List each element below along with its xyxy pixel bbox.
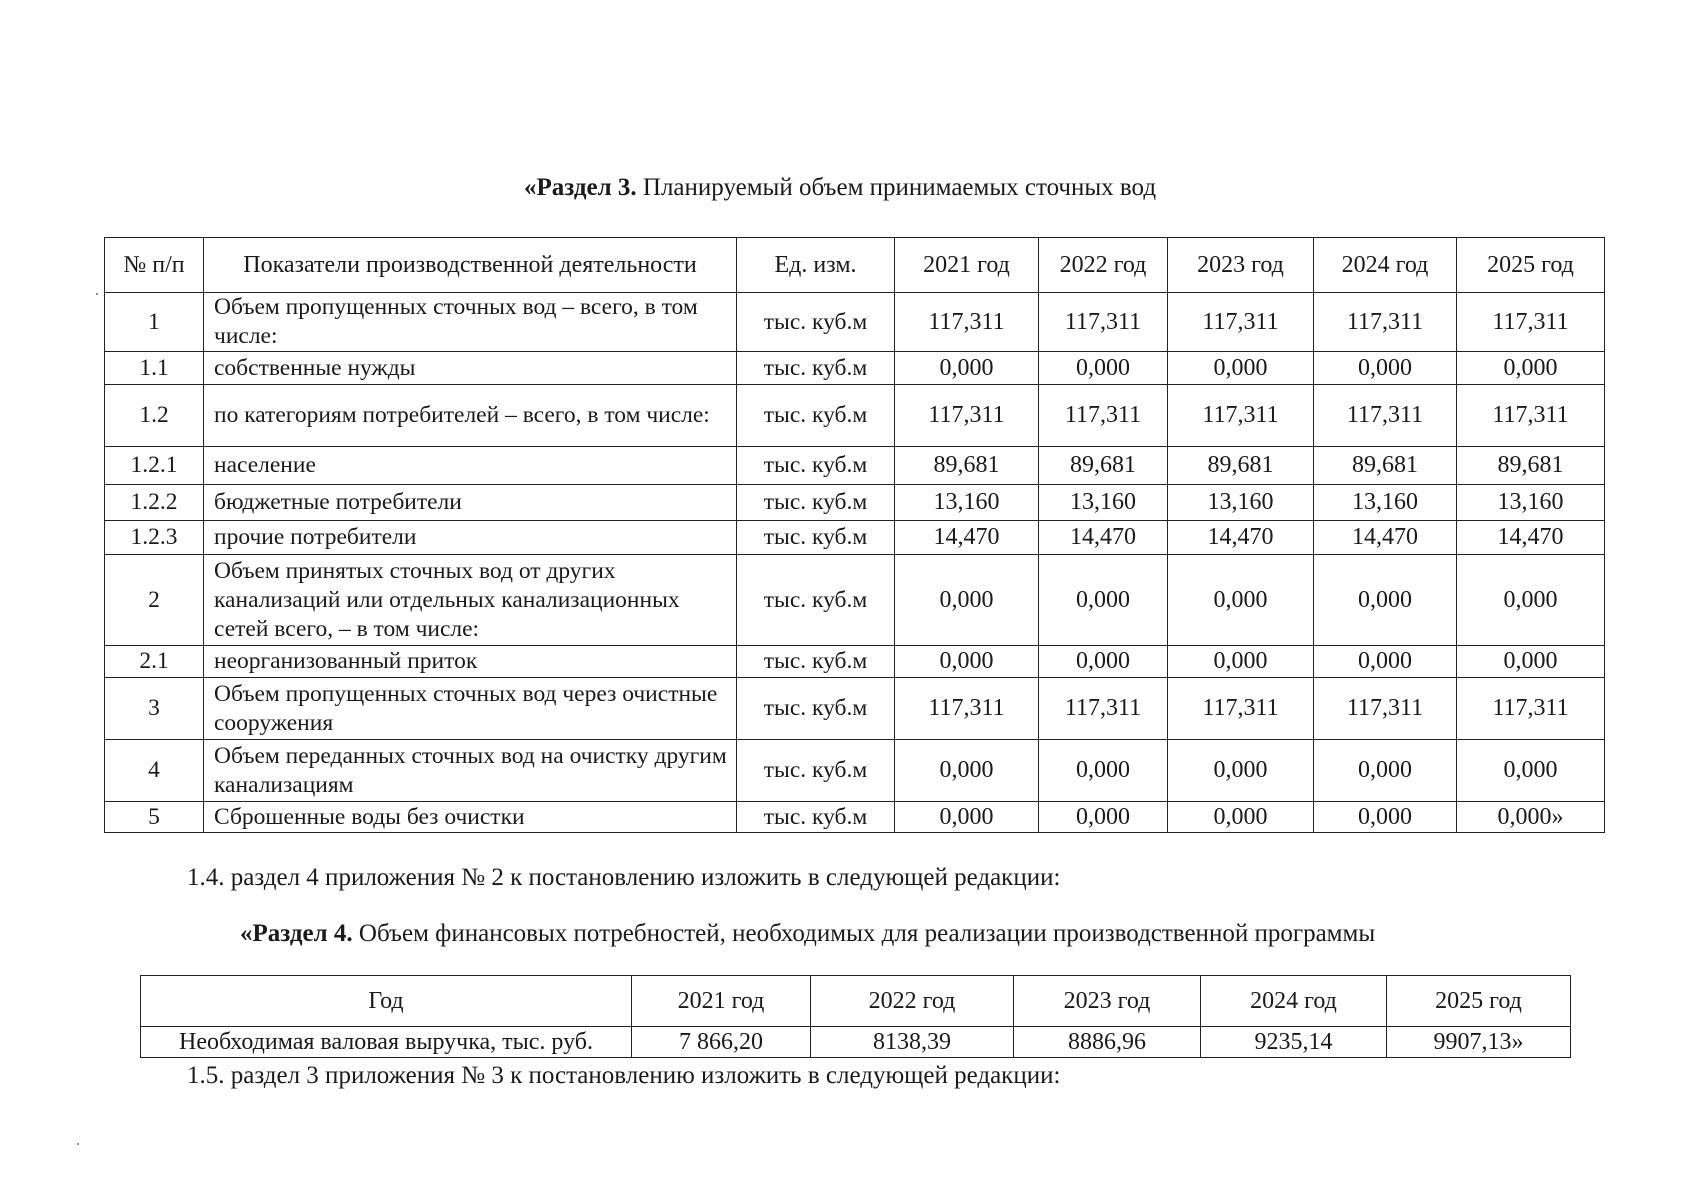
scan-speck [96, 293, 98, 295]
row-unit: тыс. куб.м [737, 555, 895, 646]
col-header-2023: 2023 год [1014, 976, 1201, 1027]
row-indicator: население [204, 447, 737, 485]
row-unit: тыс. куб.м [737, 352, 895, 385]
value-2024: 117,311 [1314, 385, 1457, 447]
col-header-2022: 2022 год [1039, 238, 1168, 293]
value-2023: 0,000 [1168, 555, 1314, 646]
value-2022: 117,311 [1039, 385, 1168, 447]
table-row [105, 521, 1605, 555]
table-row [105, 385, 1605, 447]
table-row [105, 352, 1605, 385]
table-row [105, 740, 1605, 802]
value-2025: 13,160 [1457, 485, 1605, 521]
col-header-unit: Ед. изм. [737, 238, 895, 293]
value-2025: 9907,13» [1387, 1027, 1571, 1058]
value-2021: 117,311 [895, 678, 1039, 740]
section4-heading-bold: «Раздел 4. [240, 920, 353, 947]
row-indicator: по категориям потребителей – всего, в том числе: [204, 385, 737, 447]
col-header-indicator: Показатели производственной деятельности [204, 238, 737, 293]
row-unit: тыс. куб.м [737, 293, 895, 352]
row-number: 2.1 [105, 646, 204, 678]
value-2025: 117,311 [1457, 293, 1605, 352]
value-2024: 0,000 [1314, 352, 1457, 385]
value-2024: 0,000 [1314, 646, 1457, 678]
row-unit: тыс. куб.м [737, 485, 895, 521]
section3-heading [524, 174, 1156, 202]
value-2025: 0,000 [1457, 646, 1605, 678]
table-row [105, 555, 1605, 646]
value-2023: 117,311 [1168, 293, 1314, 352]
value-2023: 0,000 [1168, 352, 1314, 385]
value-2025: 117,311 [1457, 678, 1605, 740]
row-indicator: прочие потребители [204, 521, 737, 555]
row-unit: тыс. куб.м [737, 678, 895, 740]
value-2022: 89,681 [1039, 447, 1168, 485]
row-indicator: Объем переданных сточных вод на очистку другим канализациям [204, 740, 737, 802]
scan-speck [77, 1143, 79, 1145]
value-2022: 117,311 [1039, 293, 1168, 352]
value-2024: 117,311 [1314, 678, 1457, 740]
col-header-2025: 2025 год [1457, 238, 1605, 293]
row-unit: тыс. куб.м [737, 447, 895, 485]
table-row [105, 447, 1605, 485]
col-header-year: Год [141, 976, 632, 1027]
value-2025: 14,470 [1457, 521, 1605, 555]
col-header-2022: 2022 год [811, 976, 1014, 1027]
row-label: Необходимая валовая выручка, тыс. руб. [141, 1027, 632, 1058]
value-2021: 14,470 [895, 521, 1039, 555]
row-unit: тыс. куб.м [737, 385, 895, 447]
col-header-2023: 2023 год [1168, 238, 1314, 293]
col-header-2024: 2024 год [1314, 238, 1457, 293]
row-indicator: бюджетные потребители [204, 485, 737, 521]
value-2021: 0,000 [895, 646, 1039, 678]
col-header-number: № п/п [105, 238, 204, 293]
value-2024: 9235,14 [1201, 1027, 1387, 1058]
value-2021: 117,311 [895, 293, 1039, 352]
value-2022: 117,311 [1039, 678, 1168, 740]
value-2023: 13,160 [1168, 485, 1314, 521]
value-2021: 117,311 [895, 385, 1039, 447]
col-header-2024: 2024 год [1201, 976, 1387, 1027]
value-2025: 0,000» [1457, 802, 1605, 833]
value-2023: 0,000 [1168, 646, 1314, 678]
col-header-2021: 2021 год [895, 238, 1039, 293]
value-2024: 0,000 [1314, 740, 1457, 802]
value-2025: 0,000 [1457, 352, 1605, 385]
row-number: 4 [105, 740, 204, 802]
row-number: 1.2.3 [105, 521, 204, 555]
section3-heading-bold: «Раздел 3. [524, 174, 637, 201]
row-unit: тыс. куб.м [737, 802, 895, 833]
table-row [105, 485, 1605, 521]
value-2022: 0,000 [1039, 555, 1168, 646]
value-2022: 0,000 [1039, 646, 1168, 678]
value-2023: 0,000 [1168, 802, 1314, 833]
table-header-row [105, 238, 1605, 293]
value-2024: 117,311 [1314, 293, 1457, 352]
row-unit: тыс. куб.м [737, 646, 895, 678]
table-row [105, 678, 1605, 740]
value-2024: 0,000 [1314, 555, 1457, 646]
col-header-2025: 2025 год [1387, 976, 1571, 1027]
row-number: 3 [105, 678, 204, 740]
value-2024: 0,000 [1314, 802, 1457, 833]
value-2025: 89,681 [1457, 447, 1605, 485]
table-row [105, 646, 1605, 678]
row-indicator: собственные нужды [204, 352, 737, 385]
value-2021: 89,681 [895, 447, 1039, 485]
value-2021: 0,000 [895, 802, 1039, 833]
value-2022: 13,160 [1039, 485, 1168, 521]
table-row [105, 802, 1605, 833]
col-header-2021: 2021 год [632, 976, 811, 1027]
value-2023: 117,311 [1168, 678, 1314, 740]
value-2023: 8886,96 [1014, 1027, 1201, 1058]
value-2021: 0,000 [895, 555, 1039, 646]
table-header-row [141, 976, 1571, 1027]
table-row [141, 1027, 1571, 1058]
section4-heading-text: Объем финансовых потребностей, необходимых для реализации производственной программы [352, 920, 1376, 947]
value-2024: 14,470 [1314, 521, 1457, 555]
section4-heading [240, 920, 1375, 948]
value-2025: 0,000 [1457, 740, 1605, 802]
row-indicator: неорганизованный приток [204, 646, 737, 678]
section3-heading-text: Планируемый объем принимаемых сточных вод [636, 174, 1157, 201]
row-unit: тыс. куб.м [737, 740, 895, 802]
value-2022: 14,470 [1039, 521, 1168, 555]
paragraph-1-4: 1.4. раздел 4 приложения № 2 к постановлению изложить в следующей редакции: [187, 864, 1061, 891]
value-2021: 0,000 [895, 352, 1039, 385]
row-indicator: Объем пропущенных сточных вод – всего, в том числе: [204, 293, 737, 352]
value-2023: 89,681 [1168, 447, 1314, 485]
row-number: 1.2 [105, 385, 204, 447]
value-2023: 0,000 [1168, 740, 1314, 802]
section3-table [104, 237, 1605, 833]
row-number: 1.2.1 [105, 447, 204, 485]
value-2022: 0,000 [1039, 740, 1168, 802]
row-indicator: Объем пропущенных сточных вод через очистные сооружения [204, 678, 737, 740]
value-2022: 8138,39 [811, 1027, 1014, 1058]
value-2021: 13,160 [895, 485, 1039, 521]
row-number: 5 [105, 802, 204, 833]
row-indicator: Сброшенные воды без очистки [204, 802, 737, 833]
value-2022: 0,000 [1039, 802, 1168, 833]
row-number: 2 [105, 555, 204, 646]
row-number: 1.1 [105, 352, 204, 385]
row-indicator: Объем принятых сточных вод от других канализаций или отдельных канализационных сетей всего, – в том числе: [204, 555, 737, 646]
value-2023: 117,311 [1168, 385, 1314, 447]
value-2025: 0,000 [1457, 555, 1605, 646]
value-2023: 14,470 [1168, 521, 1314, 555]
row-unit: тыс. куб.м [737, 521, 895, 555]
value-2021: 0,000 [895, 740, 1039, 802]
row-number: 1.2.2 [105, 485, 204, 521]
value-2024: 13,160 [1314, 485, 1457, 521]
row-number: 1 [105, 293, 204, 352]
value-2025: 117,311 [1457, 385, 1605, 447]
value-2021: 7 866,20 [632, 1027, 811, 1058]
table-row [105, 293, 1605, 352]
section4-table [140, 975, 1571, 1058]
value-2022: 0,000 [1039, 352, 1168, 385]
paragraph-1-5: 1.5. раздел 3 приложения № 3 к постановлению изложить в следующей редакции: [187, 1062, 1061, 1089]
value-2024: 89,681 [1314, 447, 1457, 485]
